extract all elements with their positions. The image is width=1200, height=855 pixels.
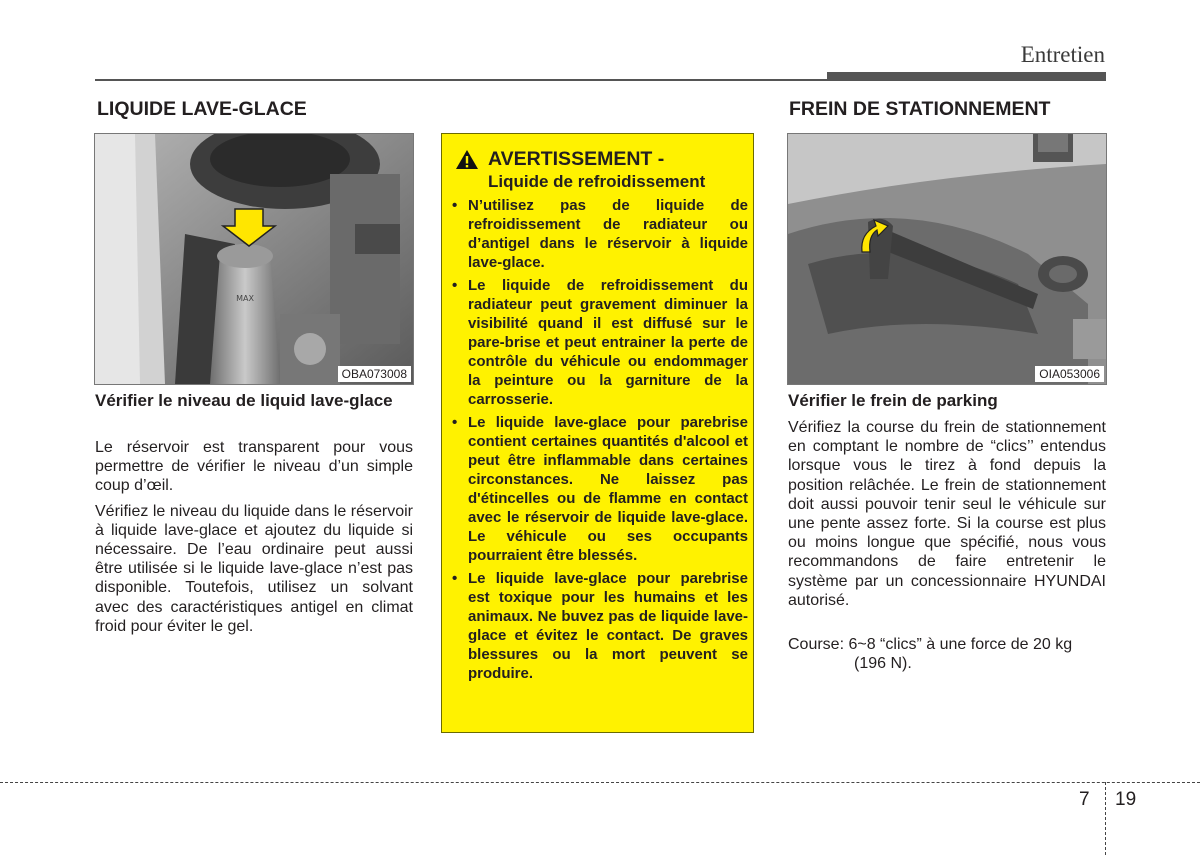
left-body: [95, 438, 413, 642]
warning-item: • N’utilisez pas de liquide de refroidissement de radiateur ou d’antigel dans le réservoir à liquide lave-glace.: [452, 197, 748, 271]
header-rule-accent: [827, 72, 1106, 81]
right-body: [788, 418, 1106, 616]
left-section-title: LIQUIDE LAVE-GLACE: [97, 98, 307, 120]
footer-page-divider: [1105, 782, 1106, 855]
warning-item: • Le liquide lave-glace pour parebrise est toxique pour les humains et les animaux. Ne buvez pas de liquide lave-glace et évitez le contact. De graves blessures ou la mort peuvent se produire.: [452, 570, 748, 682]
warning-title: AVERTISSEMENT -: [488, 148, 665, 170]
header-section-title: Entretien: [1020, 42, 1105, 67]
page-chapter-number: 7: [1079, 789, 1090, 810]
warning-subtitle: Liquide de refroidissement: [488, 172, 706, 191]
right-paragraph: Vérifiez la course du frein de stationnement en comptant le nombre de “clics’’ entendus lorsque vous le tirez à fond depuis la position relâchée. Le frein de stationnement doit aussi pouvoir tenir seul le véhicule sur une pente assez forte. Si la course est plus ou moins longue que spécifié, nous vous recommandons de faire entretenir le système par un concessionnaire HYUNDAI autorisé.: [788, 419, 1106, 609]
warning-item: • Le liquide de refroidissement du radiateur peut gravement diminuer la visibilité quand il est diffusé sur le pare-brise et peut entrainer la perte de contrôle du véhicule ou endommager la peinture ou la garniture de la carrosserie.: [452, 277, 748, 408]
warning-list: [452, 196, 748, 687]
right-section-title: FREIN DE STATIONNEMENT: [789, 98, 1051, 120]
footer-divider: [0, 782, 1200, 783]
bullet: •: [452, 197, 458, 214]
warning-triangle-icon: [455, 149, 479, 170]
bullet: •: [452, 414, 458, 431]
left-paragraph-2: Vérifiez le niveau du liquide dans le réservoir à liquide lave-glace et ajoutez du liquide si nécessaire. De l’eau ordinaire peut aussi être utilisée si le liquide lave-glace n’est pas disponible. Toutefois, utilisez un solvant avec des caractéristiques antigel en climat froid pour éviter le gel.: [95, 502, 413, 635]
page-number: 19: [1115, 789, 1137, 810]
course-spec-line1: Course: 6~8 “clics” à une force de 20 kg: [788, 636, 1073, 653]
bullet: •: [452, 277, 458, 294]
warning-item: • Le liquide lave-glace pour parebrise contient certaines quantités d'alcool et peut être inflammable dans certaines circonstances. Ne laissez pas d'étincelles ou de flamme en contact avec le réservoir de liquide lave-glace. Le véhicule ou ses occupants pourraient être blessés.: [452, 414, 748, 564]
photo-code-left: OBA073008: [338, 366, 411, 382]
course-spec-line2: (196 N).: [854, 655, 912, 672]
washer-reservoir-photo: [94, 133, 414, 385]
bullet: •: [452, 570, 458, 587]
reservoir-max-label: MAX: [236, 294, 254, 303]
left-paragraph-1: Le réservoir est transparent pour vous permettre de vérifier le niveau d’un simple coup d’œil.: [95, 439, 413, 495]
warning-box: [441, 133, 754, 733]
photo-code-right: OIA053006: [1035, 366, 1104, 382]
left-subheading: Vérifier le niveau de liquid lave-glace: [95, 391, 393, 410]
header-rule: [95, 79, 827, 81]
right-subheading: Vérifier le frein de parking: [788, 391, 998, 410]
parking-brake-photo: [787, 133, 1107, 385]
